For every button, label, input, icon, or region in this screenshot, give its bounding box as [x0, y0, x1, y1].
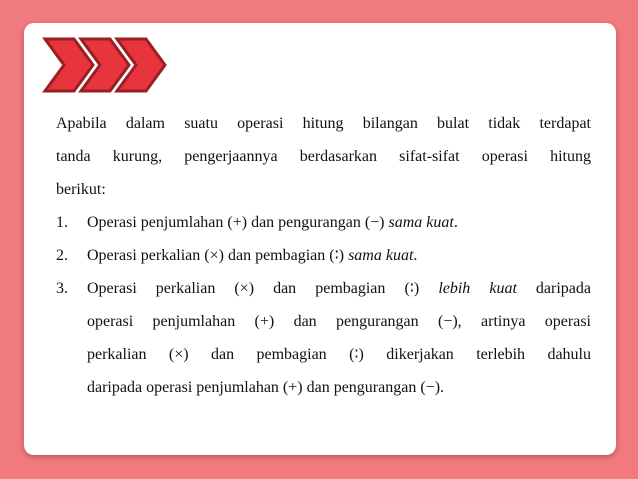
intro-line-2: tanda kurung, pengerjaannya berdasarkan sifat-sifat operasi hitung	[56, 148, 591, 165]
list-number: 2.	[56, 247, 68, 264]
list-item-1	[56, 206, 591, 239]
list-number: 1.	[56, 214, 68, 231]
list-item-2	[56, 239, 591, 272]
list-item-3	[56, 272, 591, 404]
list-text: Operasi perkalian (×) dan pembagian (∶) sama kuat.	[87, 247, 418, 264]
content	[56, 107, 591, 404]
list-text-line-1: Operasi perkalian (×) dan pembagian (∶) lebih kuat daripada	[87, 280, 592, 297]
emphasis: sama kuat	[388, 214, 454, 231]
list-text-line-2: operasi penjumlahan (+) dan pengurangan (−), artinya operasi	[87, 313, 591, 330]
list-text-line-3: perkalian (×) dan pembagian (∶) dikerjakan terlebih dahulu	[87, 346, 591, 363]
slide-card	[24, 23, 616, 455]
emphasis: sama kuat	[348, 247, 414, 264]
list-text: Operasi penjumlahan (+) dan pengurangan (−) sama kuat.	[87, 214, 458, 231]
list-number: 3.	[56, 280, 68, 297]
list-text-line-4: daripada operasi penjumlahan (+) dan pengurangan (−).	[87, 379, 445, 396]
triple-chevron-arrows-icon	[39, 36, 179, 96]
intro-paragraph	[56, 107, 591, 206]
list-text	[87, 272, 591, 404]
emphasis: lebih kuat	[438, 280, 517, 297]
intro-line-1: Apabila dalam suatu operasi hitung bilangan bulat tidak terdapat	[56, 115, 591, 132]
intro-line-3: berikut:	[56, 181, 106, 198]
